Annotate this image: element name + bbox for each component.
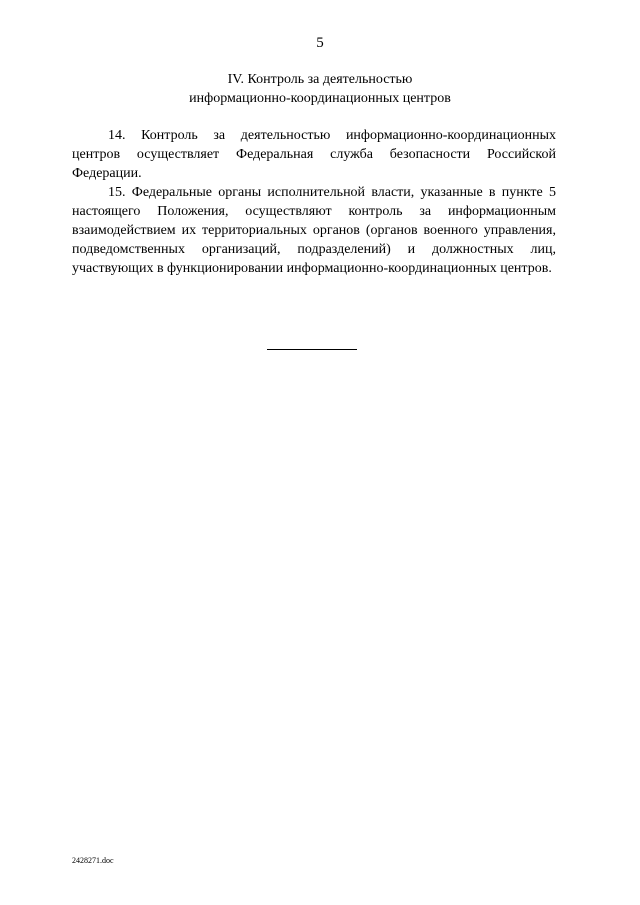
- paragraph-14: 14. Контроль за деятельностью информационно-координационных центров осуществляет Федеральная служба безопасности Российской Федерации.: [72, 128, 556, 181]
- section-body: [72, 126, 556, 278]
- section-heading: [0, 70, 640, 108]
- page-number: 5: [316, 35, 324, 51]
- document-file-code: 2428271.doc: [72, 856, 114, 865]
- section-title-line-2: информационно-координационных центров: [189, 91, 451, 106]
- paragraph-15: 15. Федеральные органы исполнительной власти, указанные в пункте 5 настоящего Положения, осуществляют контроль за информационным взаимодействием их территориальных органов (органов военного управления, подведомственных организаций, подразделений) и должностных лиц, участвующих в функционировании информационно-координационных центров.: [72, 185, 556, 276]
- section-title-line-1: IV. Контроль за деятельностью: [227, 72, 413, 87]
- end-separator-line: [267, 349, 357, 350]
